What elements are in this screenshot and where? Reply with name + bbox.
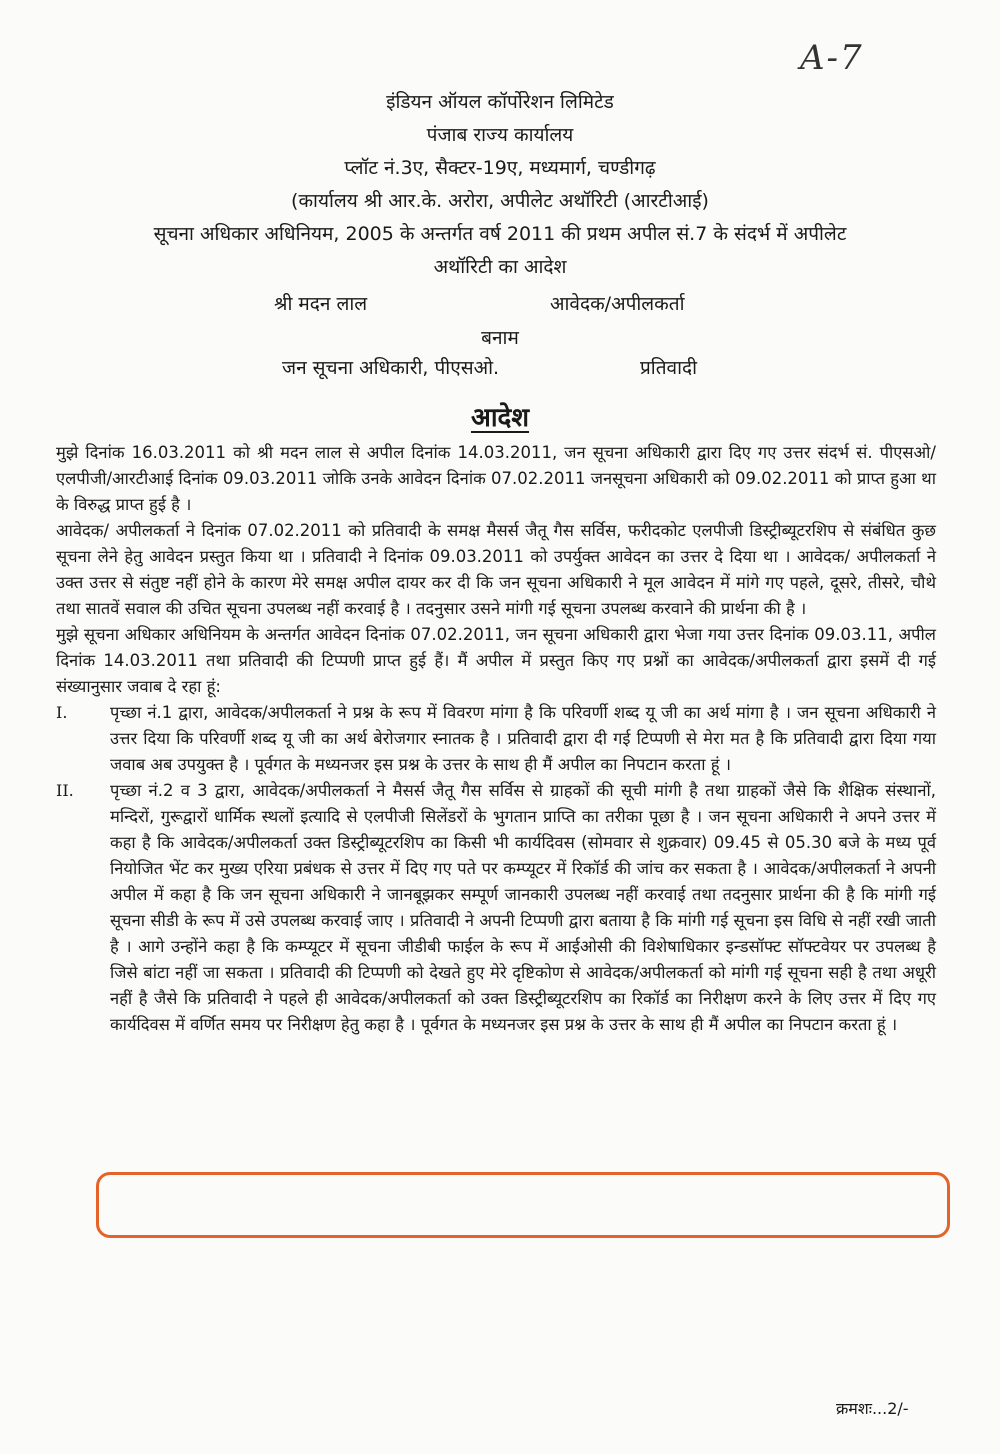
continued-note: क्रमशः...2/- bbox=[836, 1399, 909, 1418]
office-address: प्लॉट नं.3ए, सैक्टर-19ए, मध्यमार्ग, चण्डीगढ़ bbox=[344, 157, 656, 179]
list-item bbox=[56, 778, 936, 1038]
paragraph-background: आवेदक/ अपीलकर्ता ने दिनांक 07.02.2011 को प्रतिवादी के समक्ष मैसर्स जैतू गैस सर्विस, फरीदकोट एलपीजी डिस्ट्रीब्यूटरशिप से संबंधित कुछ सूचना लेने हेतु आवेदन प्रस्तुत किया था । प्रतिवादी ने दिनांक 09.03.2011 को उपर्युक्त आवेदन का उत्तर दे दिया था । आवेदक/ अपीलकर्ता ने उक्त उत्तर से संतुष्ट नहीं होने के कारण मेरे समक्ष अपील दायर कर दी कि जन सूचना अधिकारी ने मूल आवेदन में मांगे गए पहले, दूसरे, तीसरे, चौथे तथा सातवें सवाल की उचित सूचना उपलब्ध नहीं करवाई है । तदनुसार उसने मांगी गई सूचना उपलब्ध करवाने की प्रार्थना की है । bbox=[56, 521, 936, 618]
item-number: I. bbox=[56, 703, 68, 722]
respondent-row bbox=[0, 354, 1000, 386]
item-number: II. bbox=[56, 781, 74, 800]
versus-label: बनाम bbox=[481, 327, 519, 349]
answers-list bbox=[56, 700, 936, 1038]
office-name: पंजाब राज्य कार्यालय bbox=[426, 124, 574, 146]
appellant-role: आवेदक/अपीलकर्ता bbox=[550, 293, 685, 315]
respondent-role: प्रतिवादी bbox=[640, 357, 698, 379]
order-subject-cont: अथॉरिटी का आदेश bbox=[433, 256, 567, 278]
highlight-annotation bbox=[96, 1172, 950, 1238]
appellant-row bbox=[0, 290, 1000, 322]
case-parties bbox=[0, 290, 1000, 386]
item-text: पृच्छा नं.2 व 3 द्वारा, आवेदक/अपीलकर्ता ने मैसर्स जैतू गैस सर्विस से ग्राहकों की सूची मांगी है तथा ग्राहकों जैसे कि शैक्षिक संस्थानों, मन्दिरों, गुरूद्वारों धार्मिक स्थलों इत्यादि से एलपीजी सिलेंडरों के भुगतान प्राप्ति का तरीका पूछा है । जन सूचना अधिकारी ने अपने उत्तर में कहा है कि आवेदक/अपीलकर्ता उक्त डिस्ट्रीब्यूटरशिप का किसी भी कार्यदिवस (सोमवार से शुक्रवार) 09.45 से 05.30 बजे के मध्य पूर्व नियोजित भेंट कर मुख्य एरिया प्रबंधक से उत्तर में दिए गए पते पर कम्प्यूटर में रिकॉर्ड की जांच कर सकता है । आवेदक/अपीलकर्ता ने अपनी अपील में कहा है कि जन सूचना अधिकारी ने जानबूझकर सम्पूर्ण जानकारी उपलब्ध नहीं करवाई तथा तदनुसार प्रार्थना की है कि मांगी गई सूचना सीडी के रूप में उसे उपलब्ध करवाई जाए । प्रतिवादी ने अपनी टिप्पणी द्वारा बताया है कि मांगी गई सूचना इस विधि से नहीं रखी जाती है । आगे उन्होंने कहा है कि कम्प्यूटर में सूचना जीडीबी फाईल के रूप में आईओसी की विशेषाधिकार इन्डसॉफ्ट सॉफ्टवेयर पर उपलब्ध है जिसे बांटा नहीं जा सकता । प्रतिवादी की टिप्पणी को देखते हुए मेरे दृष्टिकोण से आवेदक/अपीलकर्ता को मांगी गई सूचना सही है तथा अधूरी नहीं है जैसे कि प्रतिवादी ने पहले ही आवेदक/अपीलकर्ता को उक्त डिस्ट्रीब्यूटरशिप का रिकॉर्ड का निरीक्षण करने के लिए उत्तर में दिए गए कार्यदिवस में वर्णित समय पर निरीक्षण हेतु कहा है । पूर्वगत के मध्यनजर इस प्रश्न के उत्तर के साथ ही मैं अपील का निपटान करता हूं । bbox=[110, 781, 936, 1034]
company-name: इंडियन ऑयल कॉर्पोरेशन लिमिटेड bbox=[386, 91, 614, 113]
order-body bbox=[56, 440, 936, 1038]
document-id-mark: A-7 bbox=[800, 38, 864, 78]
item-text: पृच्छा नं.1 द्वारा, आवेदक/अपीलकर्ता ने प्रश्न के रूप में विवरण मांगा है कि परिवर्णी शब्द यू जी का अर्थ मांगा है । जन सूचना अधिकारी ने उत्तर दिया कि परिवर्णी शब्द यू जी का अर्थ बेरोजगार स्नातक है । प्रतिवादी द्वारा दी गई टिप्पणी से मेरा मत है कि प्रतिवादी द्वारा दिया गया जवाब अब उपयुक्त है । पूर्वगत के मध्यनजर इस प्रश्न के उत्तर के साथ ही मैं अपील का निपटान करता हूं । bbox=[110, 703, 936, 774]
order-subject: सूचना अधिकार अधिनियम, 2005 के अन्तर्गत वर्ष 2011 की प्रथम अपील सं.7 के संदर्भ में अपीलेट bbox=[153, 223, 847, 245]
authority-name: (कार्यालय श्री आर.के. अरोरा, अपीलेट अथॉरिटी (आरटीआई) bbox=[291, 190, 709, 212]
list-item bbox=[56, 700, 936, 778]
order-title-text: आदेश bbox=[470, 403, 530, 433]
order-title bbox=[0, 398, 1000, 434]
appellant-name: श्री मदन लाल bbox=[274, 293, 368, 315]
respondent-name: जन सूचना अधिकारी, पीएसओ. bbox=[282, 357, 500, 379]
paragraph-response: मुझे सूचना अधिकार अधिनियम के अन्तर्गत आवेदन दिनांक 07.02.2011, जन सूचना अधिकारी द्वारा भेजा गया उत्तर दिनांक 09.03.11, अपील दिनांक 14.03.2011 तथा प्रतिवादी की टिप्पणी प्राप्त हुई हैं। मैं अपील में प्रस्तुत किए गए प्रश्नों का आवेदक/अपीलकर्ता द्वारा इसमें दी गई संख्यानुसार जवाब दे रहा हूं: bbox=[56, 625, 936, 696]
letterhead bbox=[0, 86, 1000, 284]
paragraph-receipt: मुझे दिनांक 16.03.2011 को श्री मदन लाल से अपील दिनांक 14.03.2011, जन सूचना अधिकारी द्वारा दिए गए उत्तर संदर्भ सं. पीएसओ/एलपीजी/आरटीआई दिनांक 09.03.2011 जोकि उनके आवेदन दिनांक 07.02.2011 जनसूचना अधिकारी को 09.02.2011 को प्राप्त हुआ था के विरुद्ध प्राप्त हुई है । bbox=[56, 443, 936, 514]
